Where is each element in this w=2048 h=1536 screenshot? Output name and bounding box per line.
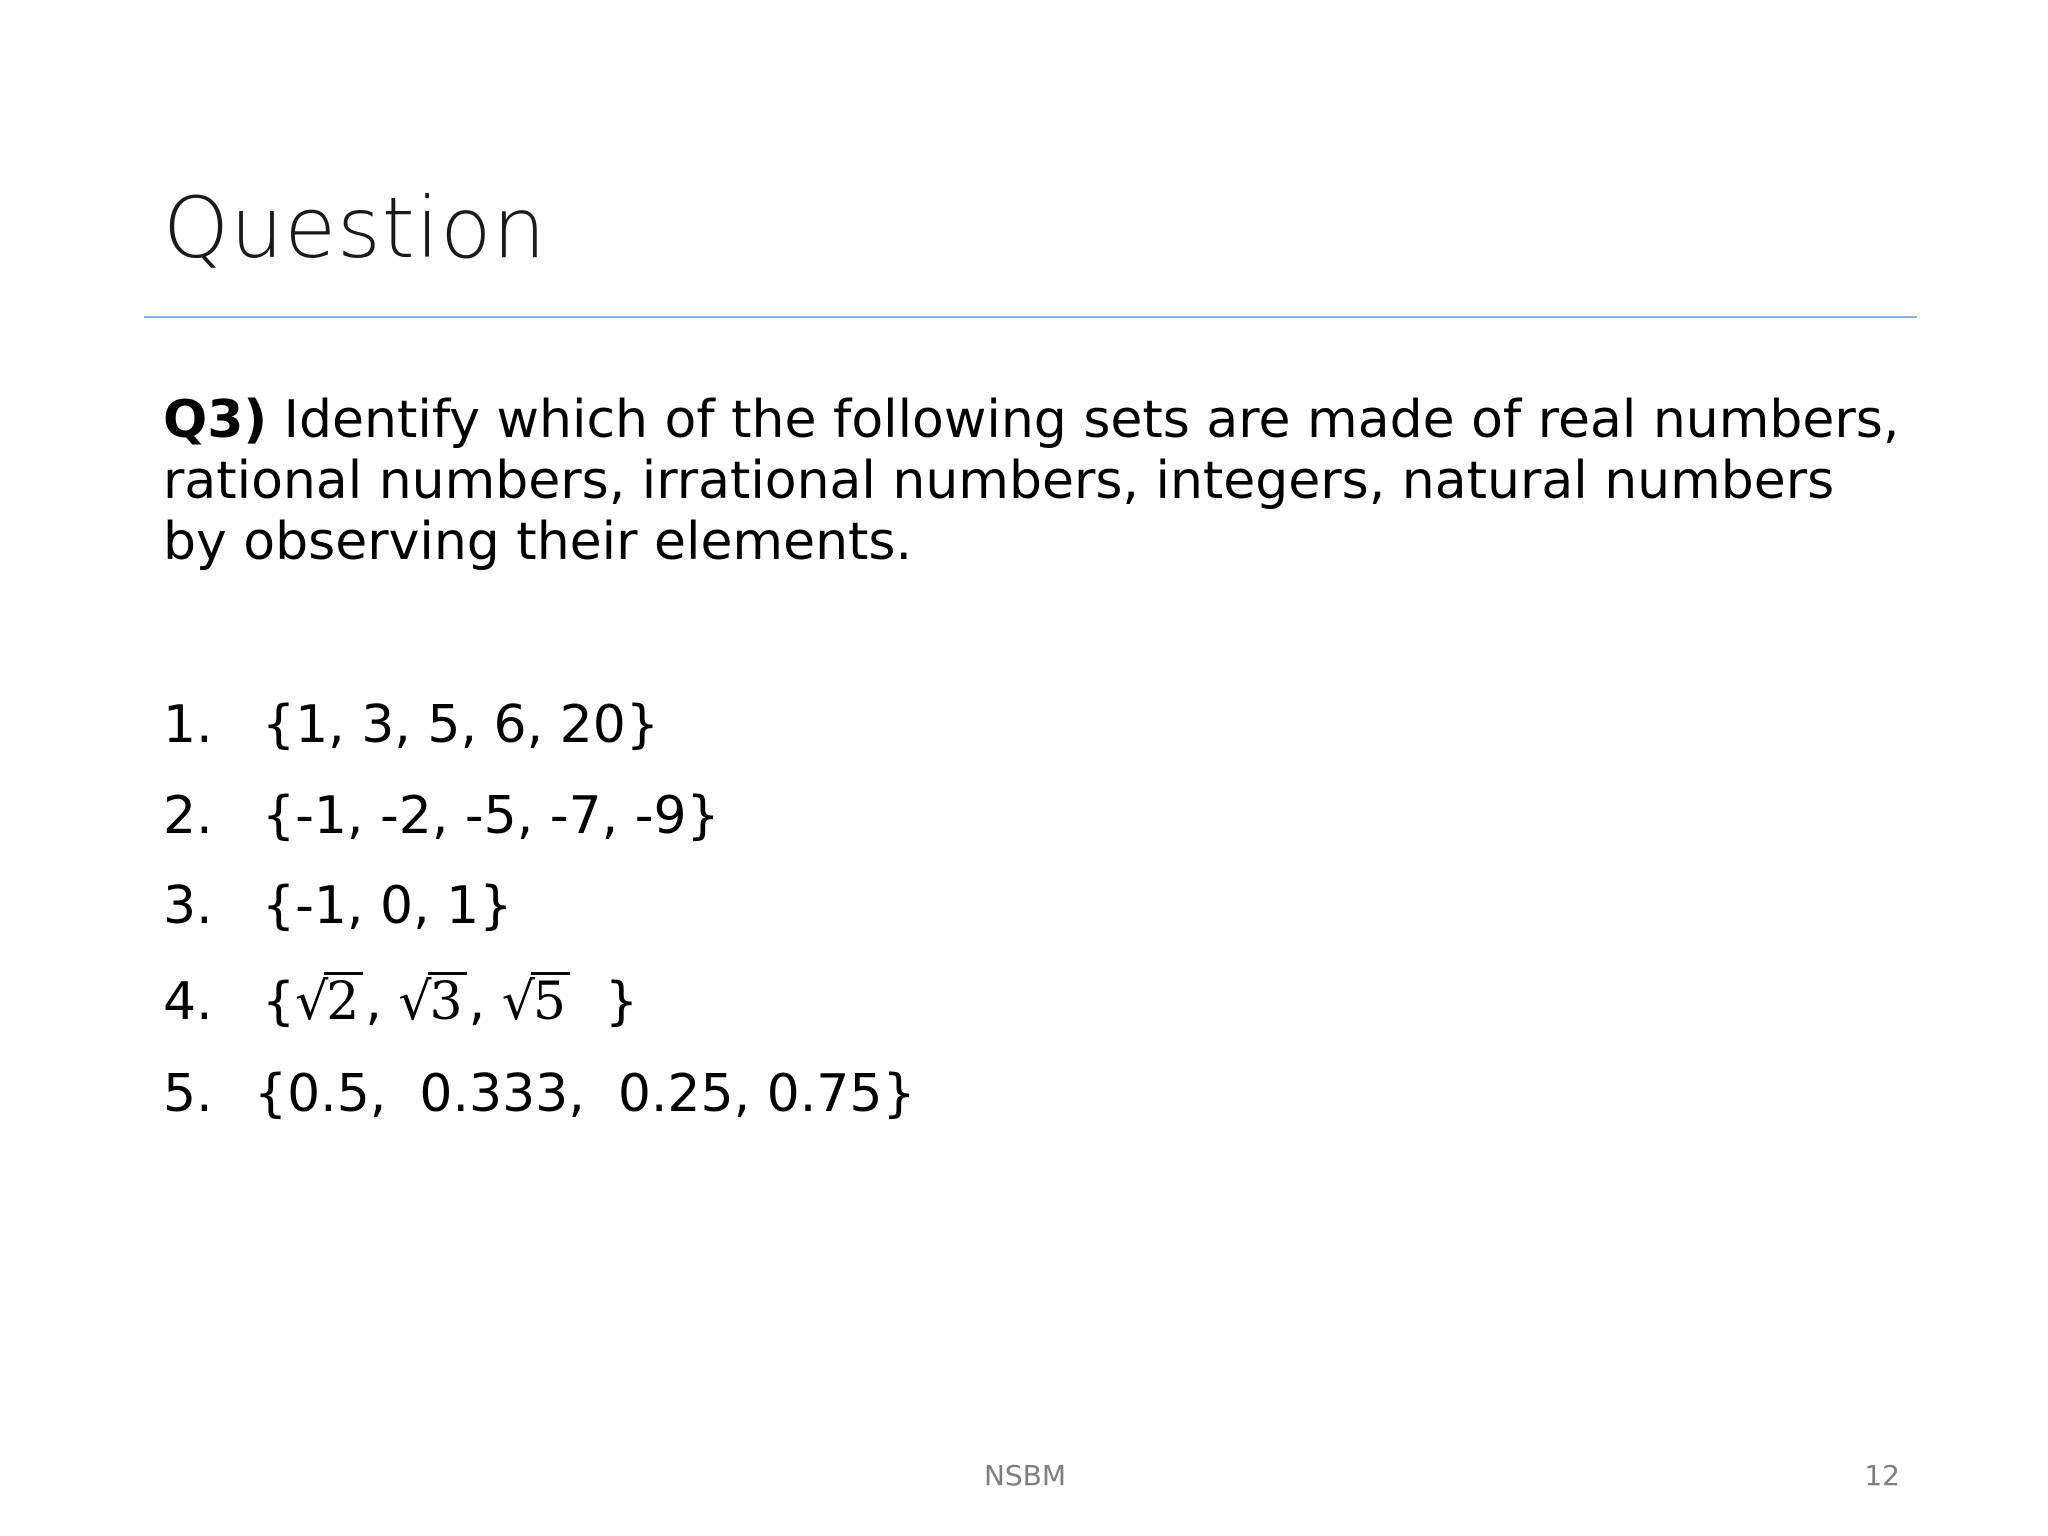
set-text: {-1, 0, 1} bbox=[262, 876, 513, 936]
sqrt-expression bbox=[398, 972, 466, 1032]
set-close-brace: } bbox=[604, 972, 639, 1032]
list-item bbox=[163, 876, 512, 936]
sqrt-expression bbox=[295, 972, 363, 1032]
list-marker: 4. bbox=[163, 972, 213, 1032]
title-divider bbox=[144, 316, 1917, 318]
separator: , bbox=[365, 972, 399, 1032]
list-marker: 2. bbox=[163, 786, 213, 846]
slide-title: Question bbox=[163, 179, 547, 277]
question-number: Q3) bbox=[163, 390, 268, 450]
sqrt-expression bbox=[502, 972, 570, 1032]
set-open-brace: { bbox=[262, 972, 296, 1032]
list-marker: 5. bbox=[163, 1064, 213, 1124]
list-item bbox=[163, 786, 720, 846]
set-text: {1, 3, 5, 6, 20} bbox=[262, 695, 659, 755]
question-body: Identify which of the following sets are made of real numbers, rational numbers, irrational numbers, integers, natural numbers by observing their elements. bbox=[163, 390, 1900, 572]
slide-number: 12 bbox=[1864, 1459, 1900, 1492]
radicand: 2 bbox=[324, 972, 363, 1029]
radical-sign: √ bbox=[295, 972, 329, 1032]
list-item bbox=[163, 1064, 916, 1124]
spacer bbox=[572, 972, 605, 1032]
question-text bbox=[163, 390, 1913, 573]
set-text: {0.5, 0.333, 0.25, 0.75} bbox=[254, 1064, 916, 1124]
radicand: 5 bbox=[531, 972, 570, 1029]
list-item bbox=[163, 972, 638, 1032]
radical-sign: √ bbox=[398, 972, 432, 1032]
list-marker: 3. bbox=[163, 876, 213, 936]
list-marker: 1. bbox=[163, 695, 213, 755]
radicand: 3 bbox=[428, 972, 467, 1029]
list-item bbox=[163, 695, 659, 755]
set-text: {-1, -2, -5, -7, -9} bbox=[262, 786, 720, 846]
separator: , bbox=[468, 972, 502, 1032]
footer-label: NSBM bbox=[983, 1459, 1067, 1492]
radical-sign: √ bbox=[501, 972, 535, 1032]
